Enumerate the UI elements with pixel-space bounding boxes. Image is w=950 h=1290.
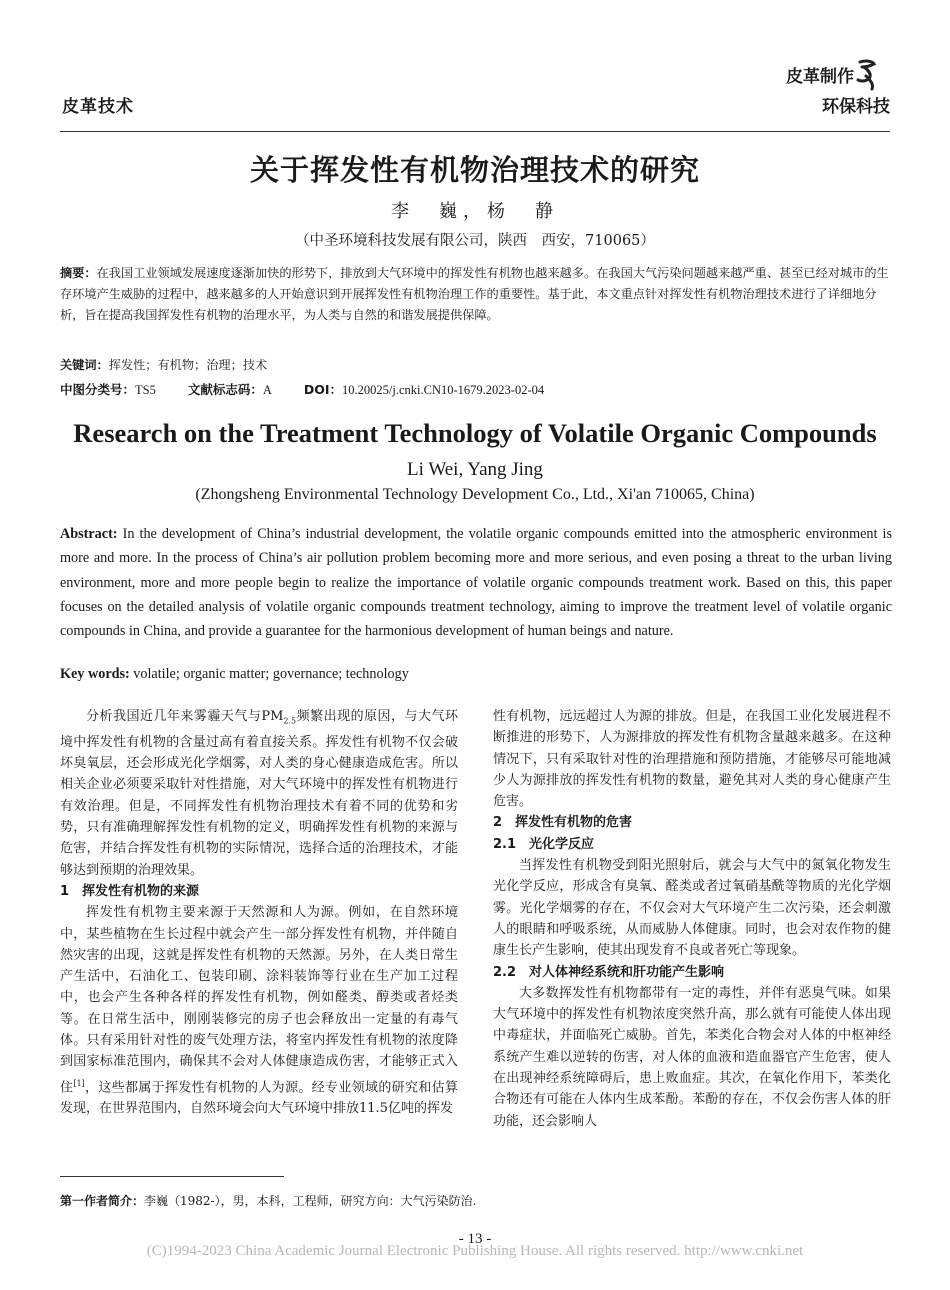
- section-1-paragraph: 挥发性有机物主要来源于天然源和人为源。例如，在自然环境中，某些植物在生长过程中就会产生一部分挥发性有机物，并伴随自然灾害的出现，这就是挥发性有机物的天然源。另外，在人类日常生产生活中，石油化工、包装印刷、涂料装饰等行业在生产加工过程中，也会产生各种各样的挥发性有机物，例如醛类、醇类或者烃类等。在日常生活中，刚刚装修完的房子也会释放出一定量的有毒气体。只有采用针对性的废气处理方法，将室内挥发性有机物的浓度降到国家标准范围内，确保其不会对人体健康造成伤害，才能够正式入住[1]，这些都属于挥发性有机物的人为源。经专业领域的研究和估算发现，在世界范围内，自然环境会向大气环境中排放11.5亿吨的挥发: [60, 905, 458, 1117]
- affiliation-en: (Zhongsheng Environmental Technology Development Co., Ltd., Xi'an 710065, China): [195, 486, 755, 503]
- keywords-cn-label: 关键词：: [60, 358, 109, 372]
- authors-cn: 李 巍，杨 静: [391, 201, 559, 222]
- keywords-cn-text: 挥发性；有机物；治理；技术: [108, 358, 268, 372]
- authors-en: Li Wei, Yang Jing: [407, 459, 543, 480]
- keywords-en-text: volatile; organic matter; governance; technology: [129, 666, 409, 682]
- clc-label: 中图分类号：: [60, 382, 136, 397]
- footnote-text: 李巍（1982-），男，本科，工程师，研究方向：大气污染防治.: [144, 1194, 477, 1208]
- doi-label: DOI：: [303, 382, 343, 397]
- section-2-heading: 2 挥发性有机物的危害: [493, 815, 633, 831]
- paper-title-en: Research on the Treatment Technology of Volatile Organic Compounds: [73, 418, 877, 448]
- abstract-cn-label: 摘要：: [60, 266, 97, 280]
- keywords-en: [60, 666, 409, 683]
- journal-name-line1: 皮革制作: [786, 67, 854, 87]
- abstract-en: [60, 522, 892, 643]
- citation-ref[interactable]: [1]: [73, 1078, 85, 1088]
- journal-logo-icon: [852, 58, 882, 92]
- abstract-cn-text: 在我国工业领域发展速度逐渐加快的形势下，排放到大气环境中的挥发性有机物也越来越多。在我国大气污染问题越来越严重、甚至已经对城市的生存环境产生威胁的过程中，越来越多的人开始意识到开展挥发性有机物治理工作的重要性。基于此，本文重点针对挥发性有机物治理技术进行了详细地分析，旨在提高我国挥发性有机物的治理水平，为人类与自然的和谐发展提供保障。: [60, 266, 889, 322]
- section-1-heading: 1 挥发性有机物的来源: [60, 883, 200, 899]
- journal-name-line2: 环保科技: [822, 97, 890, 117]
- doc-code-label: 文献标志码：: [187, 382, 263, 397]
- footnote-label: 第一作者简介：: [60, 1194, 145, 1208]
- section-2-1-paragraph: 当挥发性有机物受到阳光照射后，就会与大气中的氮氧化物发生光化学反应，形成含有臭氧、醛类或者过氧硝基酰等物质的光化学烟雾。光化学烟雾的存在，不仅会对大气环境产生二次污染，还会刺激人的眼睛和呼吸系统，从而威胁人体健康。同时，也会对农作物的健康生长产生影响，使其出现发育不良或者死亡等现象。: [493, 858, 891, 959]
- abstract-en-text: In the development of China’s industrial development, the volatile organic compounds emitted into the atmospheric environment is more and more. In the process of China’s air pollution problem becoming more and more serious, and even posing a threat to the urban living environment, more and more people begin to realize the importance of volatile organic compounds treatment work. Based on this, this paper focuses on the detailed analysis of volatile organic compounds treatment technology, aiming to improve the treatment level of volatile organic compounds in China, and provide a guarantee for the harmonious development of human beings and nature.: [60, 526, 892, 640]
- section-label: 皮革技术: [62, 97, 134, 117]
- abstract-cn: [60, 263, 890, 326]
- author-footnote: [60, 1192, 476, 1209]
- doi-value: 10.20025/j.cnki.CN10-1679.2023-02-04: [342, 383, 545, 397]
- section-1-continued: 性有机物，远远超过人为源的排放。但是，在我国工业化发展进程不断推进的形势下，人为源排放的挥发性有机物含量越来越多。在这种情况下，只有采取针对性的治理措施和预防措施，才能够尽可能地减少人为源排放的挥发性有机物的数量，避免其对人类的身心健康产生危害。: [493, 709, 891, 810]
- body-column-left: [60, 706, 458, 1120]
- keywords-cn: [60, 356, 267, 373]
- section-2-2-paragraph: 大多数挥发性有机物都带有一定的毒性，并伴有恶臭气味。如果大气环境中的挥发性有机物浓度突然升高，那么就有可能使人体出现中毒症状，并面临死亡威胁。首先，苯类化合物会对人体的中枢神经系统产生难以逆转的伤害，对人体的血液和造血器官产生危害，使人在出现神经系统障碍后，患上败血症。其次，在氧化作用下，苯类化合物还有可能在人体内生成苯酚。苯酚的存在，不仅会伤害人体的肝功能，还会影响人: [493, 985, 891, 1129]
- page-number: - 13 -: [458, 1231, 492, 1247]
- section-2-2-heading: 2.2 对人体神经系统和肝功能产生影响: [493, 964, 725, 980]
- body-column-right: [493, 706, 891, 1132]
- doc-code-value: A: [262, 383, 272, 397]
- intro-paragraph: 分析我国近几年来雾霾天气与$PM_{2.5}$频繁出现的原因，与大气环境中挥发性有机物的含量过高有着直接关系。挥发性有机物不仅会破坏臭氧层，还会形成光化学烟雾，对人类的身心健康造成危害。所以相关企业必须要采取针对性措施，对大气环境中的挥发性有机物进行有效治理。但是，不同挥发性有机物治理技术有着不同的优势和劣势，只有准确理解挥发性有机物的定义，明确挥发性有机物的来源与危害，并结合挥发性有机物的实际情况，选择合适的治理技术，才能够达到预期的治理效果。: [60, 709, 458, 878]
- affiliation-cn: （中圣环境科技发展有限公司，陕西 西安，710065）: [295, 233, 655, 249]
- clc-value: TS5: [135, 383, 156, 397]
- classification-row: [60, 380, 890, 398]
- footnote-divider: [60, 1176, 284, 1177]
- section-2-1-heading: 2.1 光化学反应: [493, 836, 595, 852]
- abstract-en-label: Abstract:: [60, 526, 118, 542]
- paper-title-cn: 关于挥发性有机物治理技术的研究: [249, 153, 700, 187]
- copyright-watermark: (C)1994-2023 China Academic Journal Electronic Publishing House. All rights reserved. http://www.cnki.net: [146, 1243, 804, 1259]
- header-divider: [60, 131, 890, 132]
- keywords-en-label: Key words:: [60, 666, 130, 682]
